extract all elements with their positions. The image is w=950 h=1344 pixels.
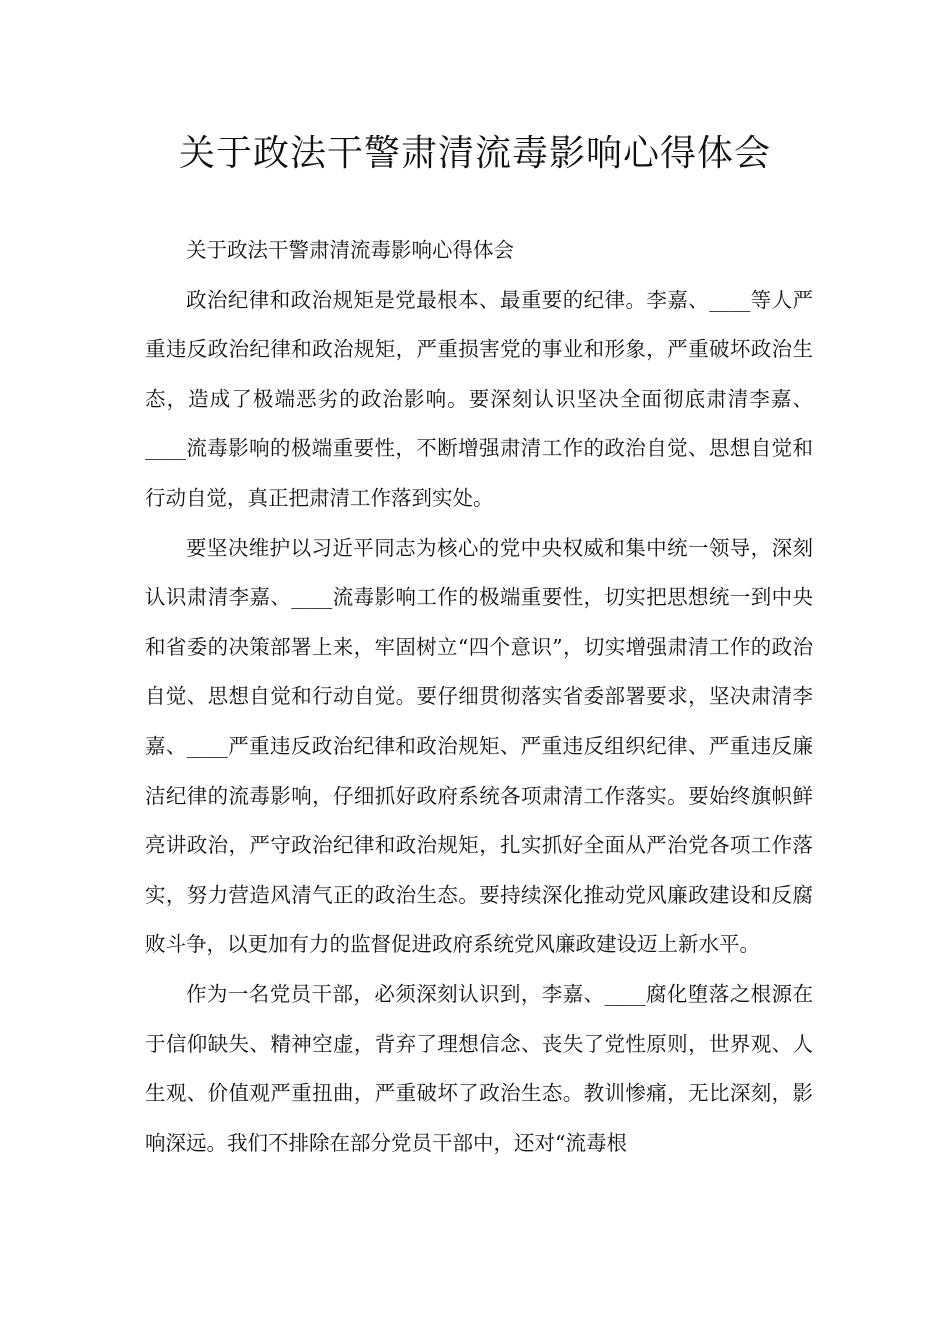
- paragraph-1: 政治纪律和政治规矩是党最根本、最重要的纪律。李嘉、____等人严重违反政治纪律和政治规矩，严重损害党的事业和形象，严重破坏政治生态，造成了极端恶劣的政治影响。要深刻认识坚决全面彻底肃清李嘉、____流毒影响的极端重要性，不断增强肃清工作的政治自觉、思想自觉和行动自觉，真正把肃清工作落到实处。: [145, 287, 813, 510]
- document-title: 关于政法干警肃清流毒影响心得体会: [178, 133, 771, 174]
- document-subtitle: 关于政法干警肃清流毒影响心得体会: [186, 238, 514, 262]
- paragraph-3: 作为一名党员干部，必须深刻认识到，李嘉、____腐化堕落之根源在于信仰缺失、精神空虚，背弃了理想信念、丧失了党性原则，世界观、人生观、价值观严重扭曲，严重破坏了政治生态。教训惨痛，无比深刻，影响深远。我们不排除在部分党员干部中，还对“流毒根: [145, 981, 813, 1155]
- paragraph-2: 要坚决维护以习近平同志为核心的党中央权威和集中统一领导，深刻认识肃清李嘉、____流毒影响工作的极端重要性，切实把思想统一到中央和省委的决策部署上来，牢固树立“四个意识”，切实增强肃清工作的政治自觉、思想自觉和行动自觉。要仔细贯彻落实省委部署要求，坚决肃清李嘉、____严重违反政治纪律和政治规矩、严重违反组织纪律、严重违反廉洁纪律的流毒影响，仔细抓好政府系统各项肃清工作落实。要始终旗帜鲜亮讲政治，严守政治纪律和政治规矩，扎实抓好全面从严治党各项工作落实，努力营造风清气正的政治生态。要持续深化推动党风廉政建设和反腐败斗争，以更加有力的监督促进政府系统党风廉政建设迈上新水平。: [145, 535, 813, 957]
- document-body: [145, 226, 813, 1168]
